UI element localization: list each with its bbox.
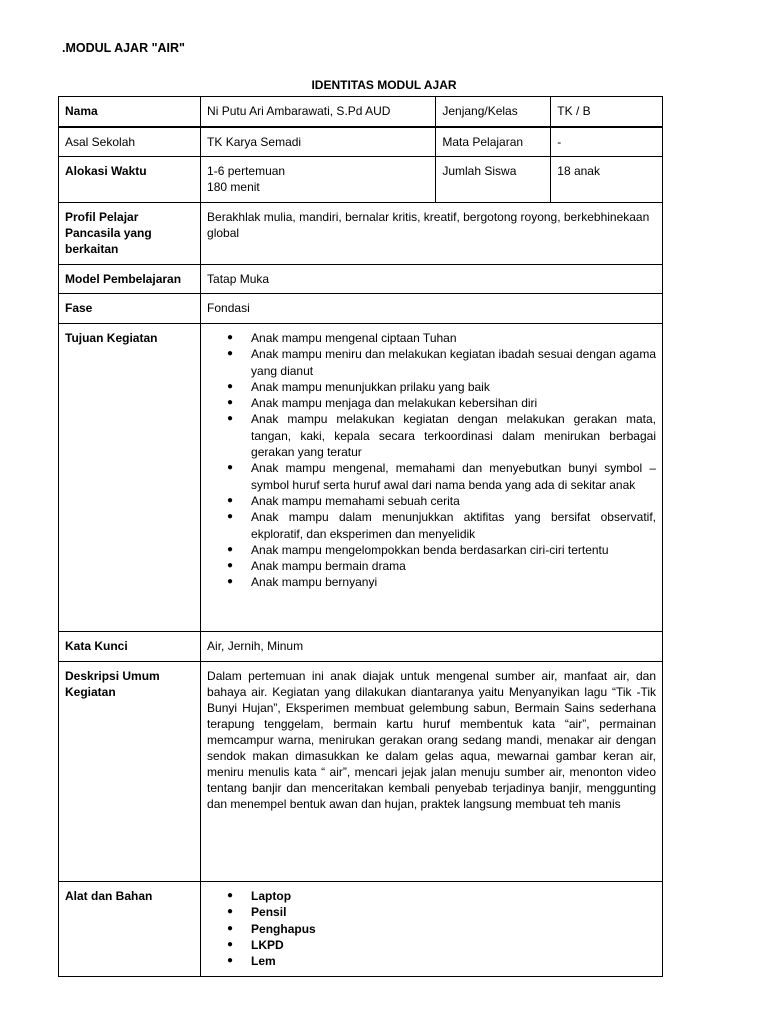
label-kata-kunci: Kata Kunci bbox=[59, 632, 201, 662]
label-jenjang: Jenjang/Kelas bbox=[436, 97, 551, 127]
row-alat bbox=[59, 882, 663, 977]
label-fase: Fase bbox=[59, 294, 201, 324]
label-sekolah: Asal Sekolah bbox=[59, 127, 201, 157]
row-profil bbox=[59, 203, 663, 265]
alokasi-line-2: 180 menit bbox=[207, 180, 260, 194]
row-model bbox=[59, 265, 663, 294]
alat-list bbox=[207, 888, 656, 969]
row-deskripsi bbox=[59, 662, 663, 882]
value-alat bbox=[201, 882, 663, 977]
document-title: .MODUL AJAR "AIR" bbox=[62, 41, 185, 55]
module-identity-table bbox=[58, 96, 663, 977]
value-kata-kunci: Air, Jernih, Minum bbox=[201, 632, 663, 662]
list-item: ● Anak mampu mengelompokkan benda berdasarkan ciri-ciri tertentu bbox=[207, 542, 656, 558]
label-model: Model Pembelajaran bbox=[59, 265, 201, 294]
list-item: ● Anak mampu memahami sebuah cerita bbox=[207, 493, 656, 509]
section-heading: IDENTITAS MODUL AJAR bbox=[311, 78, 457, 92]
row-nama bbox=[59, 97, 663, 127]
value-tujuan bbox=[201, 324, 663, 632]
list-item: ● Laptop bbox=[207, 888, 656, 904]
label-alat: Alat dan Bahan bbox=[59, 882, 201, 977]
list-item: ● LKPD bbox=[207, 937, 656, 953]
value-sekolah: TK Karya Semadi bbox=[201, 127, 436, 157]
list-item: ● Anak mampu bermain drama bbox=[207, 558, 656, 574]
label-nama: Nama bbox=[59, 97, 201, 127]
row-kata-kunci bbox=[59, 632, 663, 662]
value-jenjang: TK / B bbox=[551, 97, 663, 127]
list-item: ● Anak mampu dalam menunjukkan aktifitas yang bersifat observatif, ekploratif, dan eksperimen dan menyelidik bbox=[207, 509, 656, 542]
label-tujuan: Tujuan Kegiatan bbox=[59, 324, 201, 632]
value-alokasi bbox=[201, 157, 436, 203]
list-item: ● Anak mampu mengenal, memahami dan menyebutkan bunyi symbol – symbol huruf serta huruf awal dari nama benda yang ada di sekitar anak bbox=[207, 460, 656, 493]
row-sekolah bbox=[59, 127, 663, 157]
list-item: ● Anak mampu melakukan kegiatan dengan melakukan gerakan mata, tangan, kaki, kepala secara terkoordinasi dalam menirukan berbagai gerakan yang teratur bbox=[207, 411, 656, 460]
value-mapel: - bbox=[551, 127, 663, 157]
list-item: ● Anak mampu meniru dan melakukan kegiatan ibadah sesuai dengan agama yang dianut bbox=[207, 346, 656, 379]
value-jumlah-siswa: 18 anak bbox=[551, 157, 663, 203]
list-item: ● Pensil bbox=[207, 904, 656, 920]
list-item: ● Lem bbox=[207, 953, 656, 969]
list-item: ● Anak mampu bernyanyi bbox=[207, 574, 656, 590]
value-model: Tatap Muka bbox=[201, 265, 663, 294]
value-nama: Ni Putu Ari Ambarawati, S.Pd AUD bbox=[201, 97, 436, 127]
value-deskripsi: Dalam pertemuan ini anak diajak untuk mengenal sumber air, manfaat air, dan bahaya air. Kegiatan yang dilakukan diantaranya yaitu Menyanyikan lagu “Tik -Tik Bunyi Hujan”, Eksperimen membuat gelembung sabun, Bermain Sains sederhana terapung tenggelam, bermain kartu huruf membentuk kata “air”, permainan memcampur warna, menirukan gerakan orang sedang mandi, menakar air dengan sendok makan dimasukkan ke dalam gelas aqua, mewarnai gambar keran air, meniru menulis kata “ air”, mencari jejak jalan menuju sumber air, menonton video tentang banjir dan menceritakan kembali penyebab terjadinya banjir, menggunting dan menempel bentuk awan dan hujan, praktek langsung membuat teh manis bbox=[201, 662, 663, 882]
list-item: ● Anak mampu mengenal ciptaan Tuhan bbox=[207, 330, 656, 346]
row-fase bbox=[59, 294, 663, 324]
row-tujuan bbox=[59, 324, 663, 632]
row-alokasi bbox=[59, 157, 663, 203]
label-mapel: Mata Pelajaran bbox=[436, 127, 551, 157]
list-item: ● Anak mampu menunjukkan prilaku yang baik bbox=[207, 379, 656, 395]
tujuan-list bbox=[207, 330, 656, 591]
label-alokasi: Alokasi Waktu bbox=[59, 157, 201, 203]
label-profil: Profil Pelajar Pancasila yang berkaitan bbox=[59, 203, 201, 265]
label-jumlah-siswa: Jumlah Siswa bbox=[436, 157, 551, 203]
value-fase: Fondasi bbox=[201, 294, 663, 324]
list-item: ● Penghapus bbox=[207, 921, 656, 937]
alokasi-line-1: 1-6 pertemuan bbox=[207, 164, 286, 178]
label-deskripsi: Deskripsi Umum Kegiatan bbox=[59, 662, 201, 882]
value-profil: Berakhlak mulia, mandiri, bernalar kritis, kreatif, bergotong royong, berkebhinekaan global bbox=[201, 203, 663, 265]
list-item: ● Anak mampu menjaga dan melakukan kebersihan diri bbox=[207, 395, 656, 411]
